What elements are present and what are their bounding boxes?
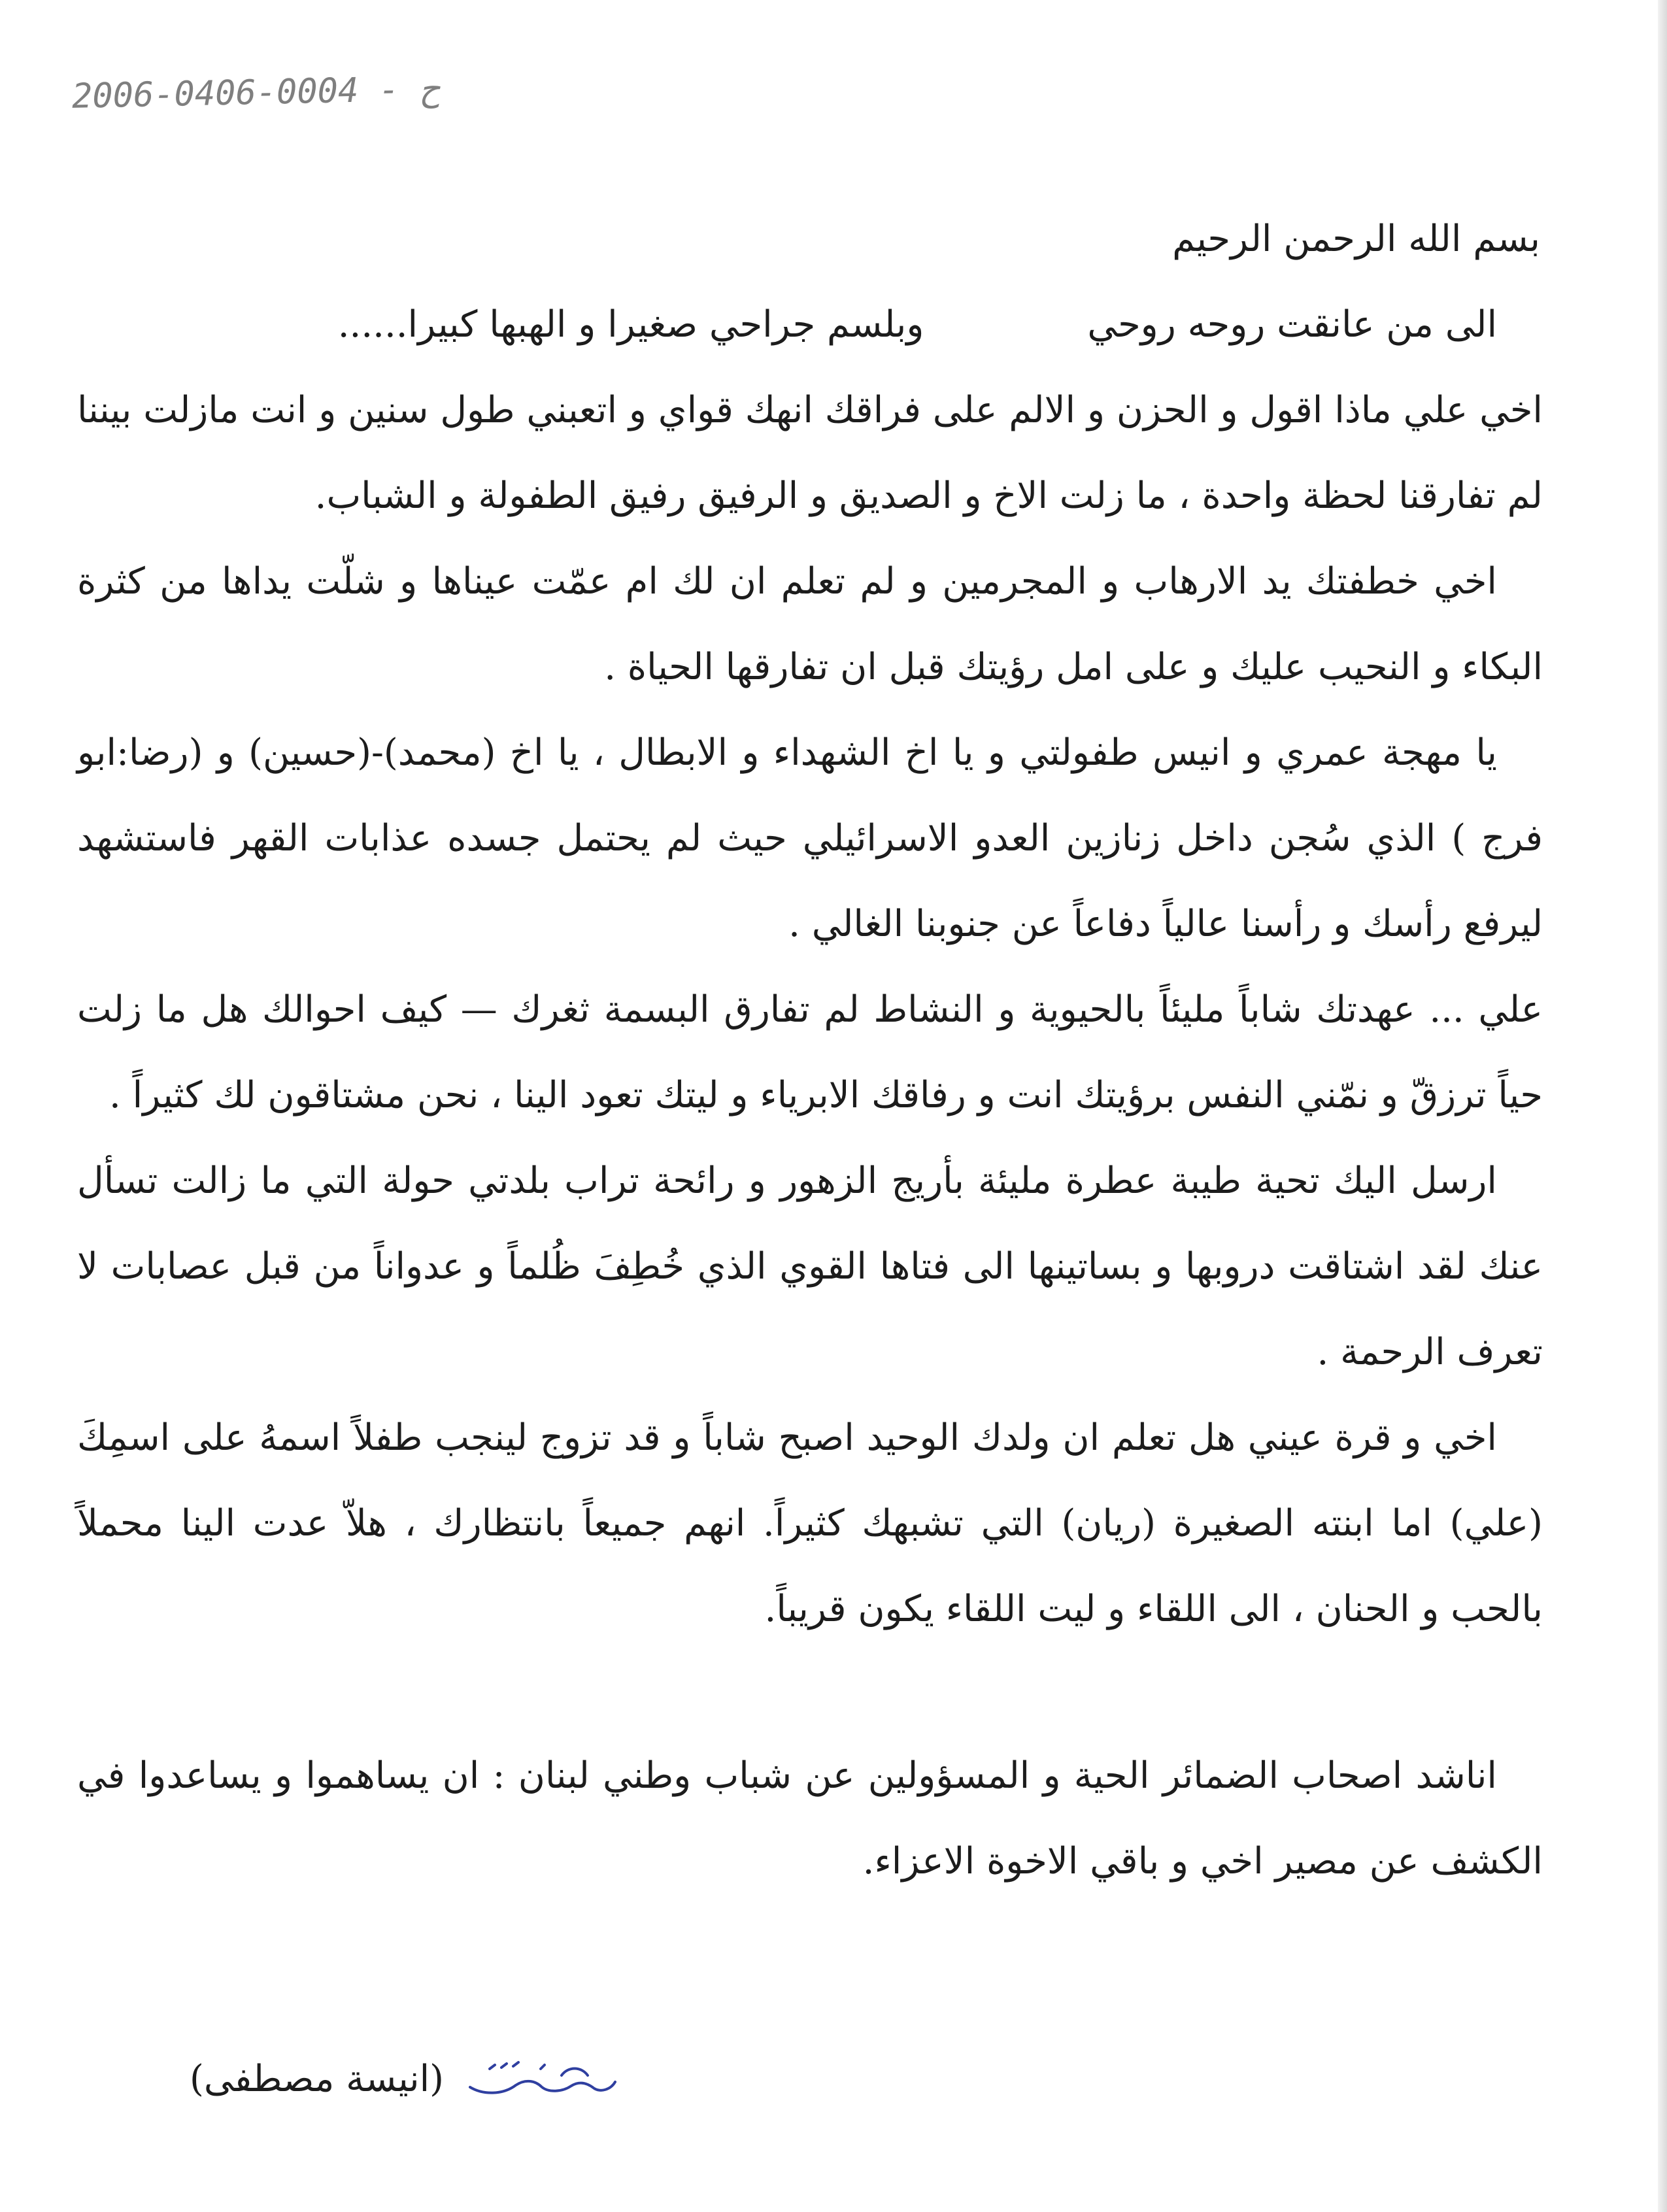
appeal-paragraph: اناشد اصحاب الضمائر الحية و المسؤولين عن شباب وطني لبنان : ان يساهموا و يساعدوا في الكشف عن مصير اخي و باقي الاخوة الاعزاء. bbox=[77, 1754, 1543, 1883]
letter-body bbox=[77, 196, 1543, 1904]
scan-edge-shadow bbox=[1658, 0, 1667, 2212]
paragraph-4: علي ... عهدتك شاباً مليئاً بالحيوية و النشاط لم تفارق البسمة ثغرك — كيف احوالك هل ما زلت حياً ترزقّ و نمّني النفس برؤيتك انت و رفاقك الابرياء و ليتك تعود الينا ، نحن مشتاقون لك كثيراً . bbox=[77, 988, 1543, 1116]
dedication-line bbox=[77, 282, 1543, 367]
handwritten-signature bbox=[463, 2049, 620, 2108]
paragraph-2: اخي خطفتك يد الارهاب و المجرمين و لم تعلم ان لك ام عمّت عيناها و شلّت يداها من كثرة البكاء و النحيب عليك و على امل رؤيتك قبل ان تفارقها الحياة . bbox=[77, 560, 1543, 688]
paragraph-1: اخي علي ماذا اقول و الحزن و الالم على فراقك انهك قواي و اتعبني طول سنين و انت مازلت بيننا لم تفارقنا لحظة واحدة ، ما زلت الاخ و الصديق و الرفيق رفيق الطفولة و الشباب. bbox=[77, 389, 1543, 517]
signature-block bbox=[190, 2049, 620, 2108]
paragraph-6: اخي و قرة عيني هل تعلم ان ولدك الوحيد اصبح شاباً و قد تزوج لينجب طفلاً اسمهُ على اسمِكَ (علي) اما ابنته الصغيرة (ريان) التي تشبهك كثيراً. انهم جميعاً بانتظارك ، هلاّ عدت الينا محملاً بالحب و الحنان ، الى اللقاء و ليت اللقاء يكون قريباً. bbox=[77, 1416, 1543, 1630]
signer-name: (انيسة مصطفى) bbox=[190, 2057, 445, 2100]
dedication-part-2: وبلسم جراحي صغيرا و الهبها كبيرا...... bbox=[337, 303, 924, 346]
dedication-part-1: الى من عانقت روحه روحي bbox=[1087, 303, 1497, 346]
paragraph-3: يا مهجة عمري و انيس طفولتي و يا اخ الشهداء و الابطال ، يا اخ (محمد)-(حسين) و (رضا:ابو فرج ) الذي سُجن داخل زنازين العدو الاسرائيلي حيث لم يحتمل جسده عذابات القهر فاستشهد ليرفع رأسك و رأسنا عالياً دفاعاً عن جنوبنا الغالي . bbox=[77, 731, 1543, 945]
paragraph-5: ارسل اليك تحية طيبة عطرة مليئة بأريج الزهور و رائحة تراب بلدتي حولة التي ما زالت تسأل عنك لقد اشتاقت دروبها و بساتينها الى فتاها القوي الذي خُطِفَ ظُلماً و عدواناً من قبل عصابات لا تعرف الرحمة . bbox=[77, 1160, 1543, 1373]
basmala-heading: بسم الله الرحمن الرحيم bbox=[1172, 218, 1540, 260]
archive-reference-number: 2006-0406-0004 - ح bbox=[71, 69, 441, 116]
